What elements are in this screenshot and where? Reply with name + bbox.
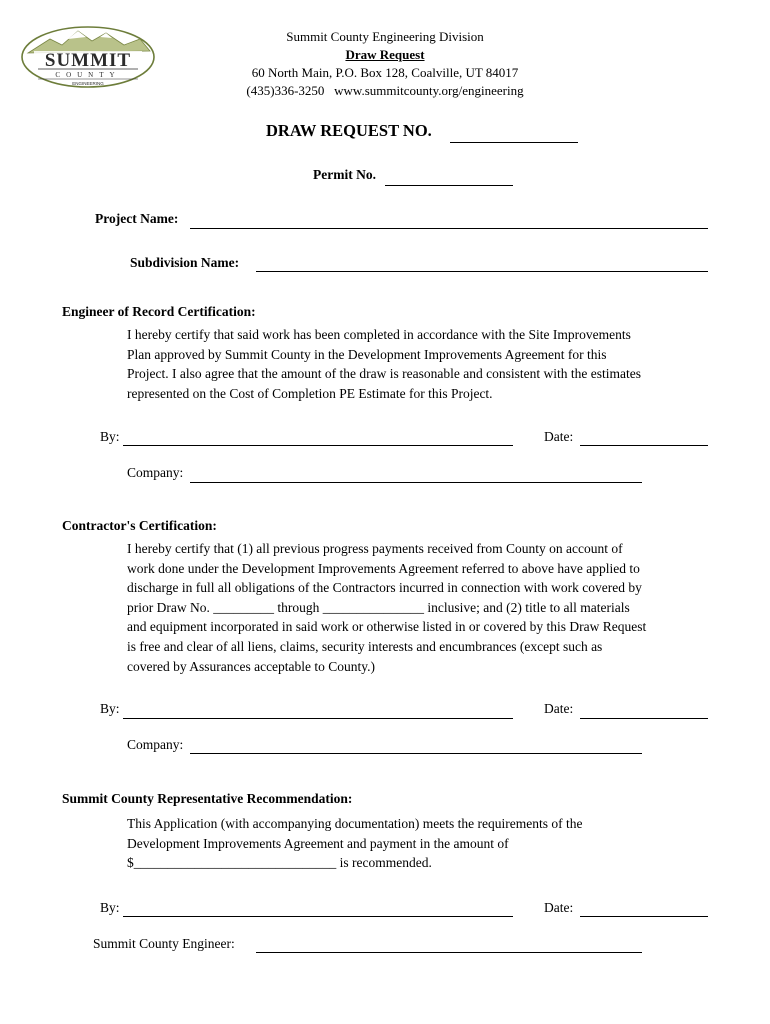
permit-label: Permit No. [313,167,376,182]
county-engineer-label: Summit County Engineer: [93,936,235,951]
project-name-field[interactable] [190,228,708,229]
county-engineer-field[interactable] [256,952,642,953]
paragraph-line: $______________________________ is recommended. [127,855,432,871]
contractor-date-label: Date: [544,701,574,716]
county-heading: Summit County Representative Recommendation: [62,791,353,806]
county-date-label: Date: [544,900,574,915]
contractor-company-label: Company: [127,737,184,752]
header-contact: (435)336-3250 www.summitcounty.org/engineering [246,83,524,98]
county-by-label: By: [100,900,120,915]
paragraph-line: represented on the Cost of Completion PE Estimate for this Project. [127,385,493,401]
engineer-date-field[interactable] [580,445,708,446]
paragraph-line: This Application (with accompanying documentation) meets the requirements of the [127,816,583,831]
county-signature-field[interactable] [123,916,513,917]
contractor-signature-field[interactable] [123,718,513,719]
paragraph-line: I hereby certify that said work has been completed in accordance with the Site Improvements [127,327,631,342]
header-address: 60 North Main, P.O. Box 128, Coalville, UT 84017 [251,65,519,80]
engineer-paragraph [127,325,641,403]
contractor-paragraph [127,539,646,676]
contractor-by-label: By: [100,701,120,716]
subdivision-name-field[interactable] [256,271,708,272]
draw-number-field[interactable] [450,142,578,143]
contractor-date-field[interactable] [580,718,708,719]
paragraph-line: Project. I also agree that the amount of the draw is reasonable and consistent with the estimates [127,366,641,382]
contractor-heading: Contractor's Certification: [62,518,217,533]
engineer-company-label: Company: [127,465,184,480]
county-date-field[interactable] [580,916,708,917]
contractor-company-field[interactable] [190,753,642,754]
svg-text:SUMMIT: SUMMIT [44,50,132,71]
engineer-by-label: By: [100,429,120,444]
project-name-label: Project Name: [95,211,179,226]
paragraph-line: is free and clear of all liens, claims, security interests and encumbrances (except such as [127,638,603,654]
svg-text:ENGINEERING: ENGINEERING [72,81,104,86]
page-title: DRAW REQUEST NO. [266,121,432,140]
engineer-company-field[interactable] [190,482,642,483]
svg-text:COUNTY: COUNTY [55,71,121,79]
paragraph-line: discharge in full all obligations of the Contractors incurred in connection with work covered by [127,580,642,596]
engineer-signature-field[interactable] [123,445,513,446]
paragraph-line: and equipment incorporated in said work or otherwise listed in or covered by this Draw Request [127,619,647,635]
permit-number-field[interactable] [385,185,513,186]
engineer-heading: Engineer of Record Certification: [62,304,256,319]
county-paragraph [127,814,583,873]
paragraph-line: covered by Assurances acceptable to County.) [127,658,376,674]
paragraph-line: Plan approved by Summit County in the Development Improvements Agreement for this [127,346,607,362]
header-org: Summit County Engineering Division [286,29,484,44]
paragraph-line: Development Improvements Agreement and payment in the amount of [127,835,509,851]
subdivision-name-label: Subdivision Name: [130,255,240,270]
paragraph-line: I hereby certify that (1) all previous progress payments received from County on account of [127,541,623,556]
engineer-date-label: Date: [544,429,574,444]
paragraph-line: work done under the Development Improvements Agreement referred to above have applied to [127,560,640,576]
paragraph-line: prior Draw No. _________ through _______________ inclusive; and (2) title to all materials [127,599,630,615]
header-doc-type: Draw Request [345,47,425,62]
